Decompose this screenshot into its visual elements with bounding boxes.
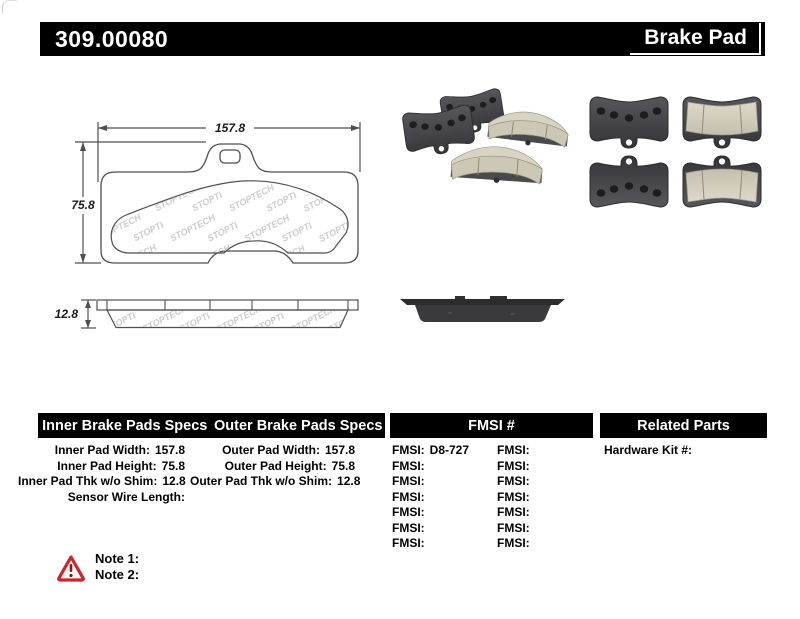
fmsi-row: FMSI:	[497, 458, 530, 473]
side-view-drawing	[97, 300, 358, 328]
photo-pads-perspective	[402, 88, 570, 186]
spec-row: Sensor Wire Length:	[67, 489, 185, 504]
fmsi-row: FMSI:	[497, 474, 530, 488]
fmsi-row: FMSI:	[392, 489, 425, 504]
photo-pads-flat	[590, 97, 761, 207]
fmsi-row: FMSI:	[392, 536, 425, 550]
photo-pad-friction-lower	[450, 144, 543, 186]
note-2-label: Note 2:	[95, 567, 140, 582]
page-frame-corner	[2, 0, 17, 13]
related-parts-header-bar	[600, 413, 767, 438]
pads-specs-header-bar	[38, 413, 385, 438]
fmsi-row: FMSI:	[392, 520, 425, 535]
product-photos	[395, 85, 775, 335]
fmsi-title: FMSI #	[468, 417, 515, 434]
fmsi-row: FMSI:	[392, 474, 425, 488]
fmsi-row: FMSI:	[497, 443, 530, 457]
fmsi-header-bar	[390, 413, 593, 438]
header-bar	[40, 22, 765, 56]
spec-row: Inner Pad Width: 157.8	[54, 443, 185, 457]
spec-row: Inner Pad Thk w/o Shim: 12.8	[18, 474, 186, 488]
note-1-label: Note 1:	[95, 551, 140, 566]
dimension-thickness	[81, 300, 96, 328]
spec-row: Outer Pad Width: 157.8	[222, 443, 355, 457]
outer-specs-column	[190, 443, 361, 490]
technical-drawing	[30, 110, 380, 340]
height-dim-label: 75.8	[71, 198, 95, 212]
inner-specs-column	[18, 443, 185, 505]
fmsi-row: FMSI:	[497, 489, 530, 504]
photo-pad-side-view	[400, 296, 565, 322]
spec-row: Outer Pad Thk w/o Shim: 12.8	[190, 474, 361, 488]
spec-row: Outer Pad Height: 75.8	[224, 458, 355, 473]
related-parts-column	[604, 443, 767, 459]
fmsi-column-a	[392, 443, 494, 552]
fmsi-row: FMSI:	[392, 505, 425, 519]
related-parts-title: Related Parts	[637, 417, 730, 434]
inner-specs-title: Inner Brake Pads Specs	[42, 417, 208, 434]
warning-icon	[56, 554, 86, 582]
fmsi-row: FMSI:	[497, 520, 530, 535]
fmsi-row: FMSI:	[497, 536, 530, 550]
related-row: Hardware Kit #:	[604, 443, 693, 457]
fmsi-row: FMSI:	[392, 458, 425, 473]
spec-row: Inner Pad Height: 75.8	[57, 458, 185, 473]
front-view-drawing	[101, 144, 358, 263]
fmsi-row: FMSI:	[497, 505, 530, 519]
fmsi-row: FMSI: D8-727	[392, 443, 470, 457]
width-dim-label: 157.8	[214, 121, 246, 135]
thickness-dim-label: 12.8	[54, 307, 78, 321]
part-number: 309.00080	[55, 25, 169, 52]
product-type-title: Brake Pad	[630, 23, 761, 55]
fmsi-column-b	[497, 443, 592, 552]
outer-specs-title: Outer Brake Pads Specs	[214, 417, 383, 434]
